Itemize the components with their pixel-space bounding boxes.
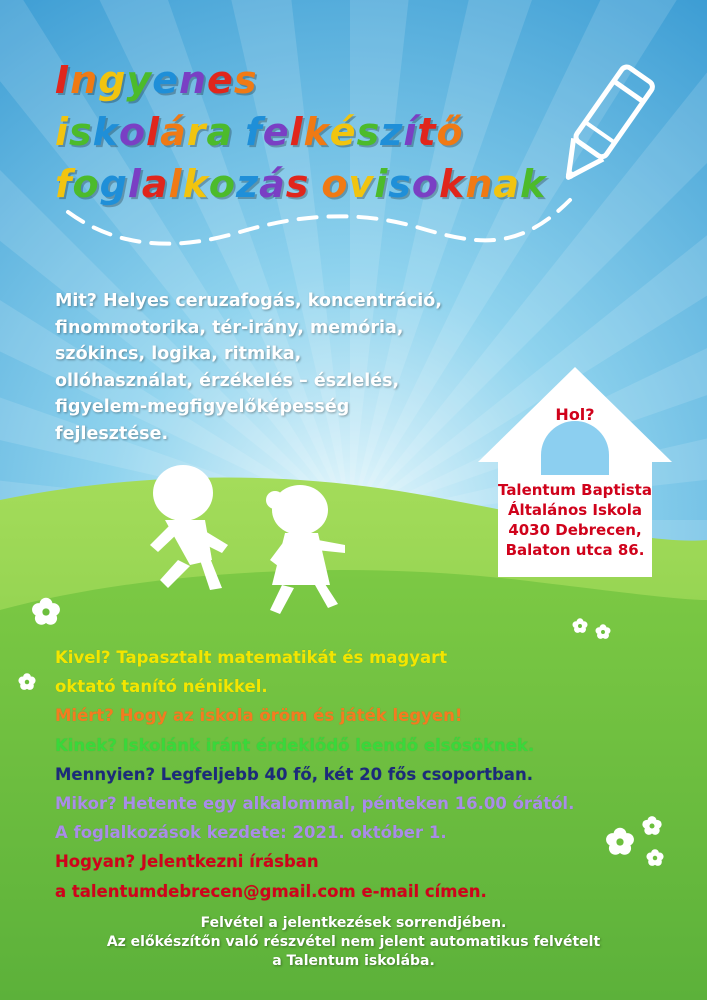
location-address (480, 480, 670, 560)
kivel-line-2: oktató tanító nénikkel. (55, 677, 268, 696)
intro-line: finommotorika, tér-irány, memória, (55, 317, 404, 338)
kivel-line-1: Kivel? Tapasztalt matematikát és magyart (55, 648, 448, 667)
footer-line: a Talentum iskolába. (272, 953, 435, 969)
address-line: 4030 Debrecen, (508, 521, 642, 539)
intro-line: ollóhasználat, érzékelés – észlelés, (55, 370, 400, 391)
title-line-3: foglalkozás ovisoknak (55, 162, 547, 206)
intro-line: Mit? Helyes ceruzafogás, koncentráció, (55, 291, 442, 311)
address-line: Balaton utca 86. (505, 541, 645, 559)
kinek-line: Kinek? Iskolánk iránt érdeklődő leendő elsősöknek. (55, 736, 535, 755)
title-line-1: Ingyenes (55, 58, 258, 102)
footer-line: Az előkészítőn való részvétel nem jelent automatikus felvételt (106, 934, 601, 950)
kezdete-line: A foglalkozások kezdete: 2021. október 1. (55, 823, 447, 842)
address-line: Általános Iskola (507, 501, 643, 519)
hogyan-line-2: a talentumdebrecen@gmail.com e-mail címen. (55, 882, 487, 901)
intro-line: fejlesztése. (55, 423, 169, 444)
footer-note (0, 914, 707, 971)
mennyien-line: Mennyien? Legfeljebb 40 fő, két 20 fős csoportban. (55, 765, 533, 784)
intro-line: szókincs, logika, ritmika, (55, 344, 302, 364)
footer-line: Felvétel a jelentkezések sorrendjében. (200, 915, 507, 931)
address-line: Talentum Baptista (498, 481, 652, 499)
intro-line: figyelem-megfigyelőképesség (55, 397, 350, 417)
intro-text (55, 288, 525, 447)
hogyan-line-1: Hogyan? Jelentkezni írásban (55, 852, 319, 871)
title-line-2: iskolára felkészítő (55, 110, 464, 154)
mikor-line: Mikor? Hetente egy alkalommal, pénteken 16.00 órától. (55, 794, 575, 813)
miert-line: Miért? Hogy az iskola öröm és játék legyen! (55, 706, 463, 725)
location-question: Hol? (555, 405, 595, 424)
